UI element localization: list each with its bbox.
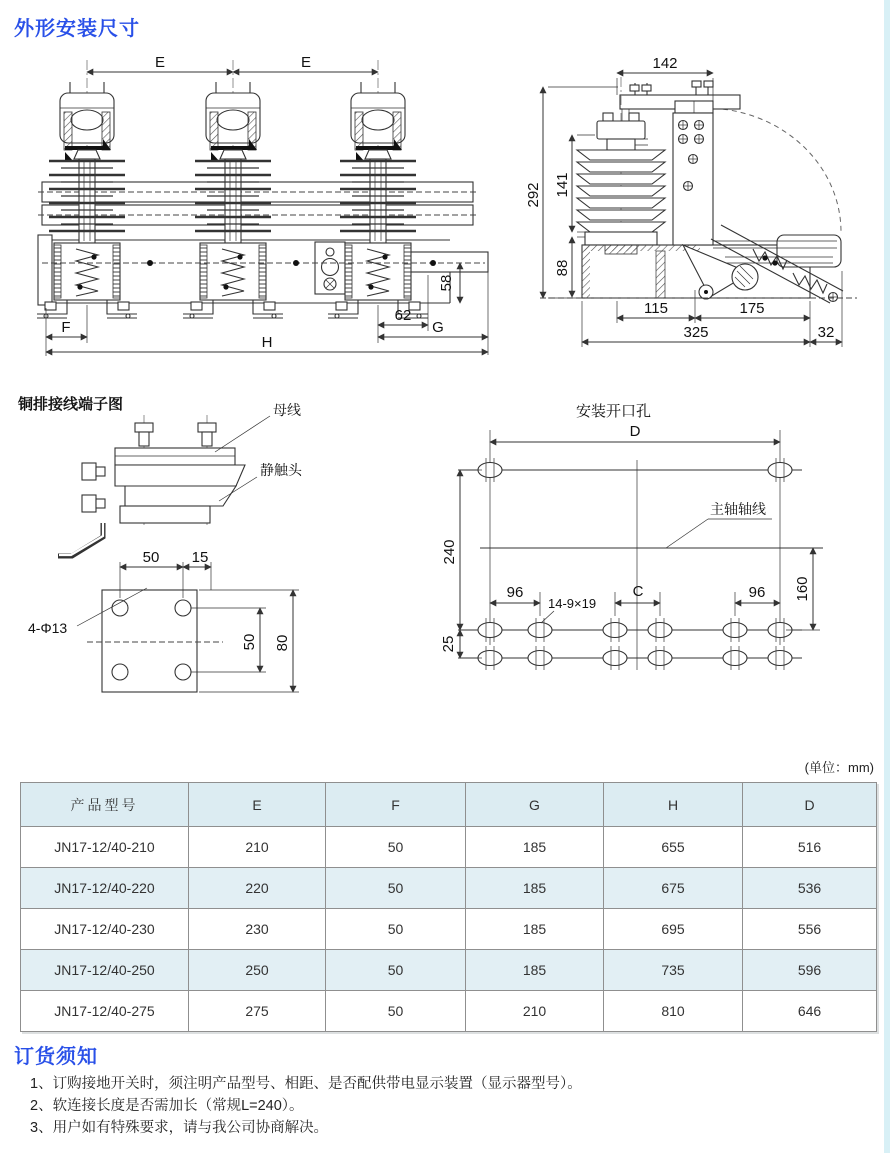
order-note-1: 1、订购接地开关时，须注明产品型号、相距、是否配供带电显示装置（显示器型号）。	[30, 1076, 582, 1092]
value-cell: 220	[189, 868, 326, 909]
dim-115-label: 115	[644, 300, 668, 317]
value-cell: 556	[743, 909, 877, 950]
dim-175-label: 175	[739, 300, 765, 317]
dim-240-label: 240	[441, 539, 458, 565]
value-cell: 695	[604, 909, 743, 950]
dim-g-label: G	[432, 319, 444, 336]
dim-top15-label: 15	[191, 549, 209, 566]
static-contact-label: 静触头	[260, 462, 302, 478]
order-note-2: 2、软连接长度是否需加长（常规L=240）。	[30, 1098, 304, 1114]
table-row	[21, 868, 877, 909]
value-cell: 250	[189, 950, 326, 991]
value-cell: 810	[604, 991, 743, 1032]
value-cell: 210	[189, 827, 326, 868]
model-cell: JN17-12/40-230	[21, 909, 189, 950]
table-row	[21, 991, 877, 1032]
table-header-row	[21, 783, 877, 827]
mounting-holes-diagram	[430, 390, 885, 680]
model-cell: JN17-12/40-210	[21, 827, 189, 868]
value-cell: 655	[604, 827, 743, 868]
value-cell: 185	[466, 909, 604, 950]
value-cell: 50	[326, 909, 466, 950]
unit-note: (单位：mm)	[804, 760, 874, 775]
dim-right50-label: 50	[241, 633, 258, 651]
dim-d-label: D	[629, 423, 641, 440]
value-cell: 50	[326, 868, 466, 909]
column-header-d: D	[743, 783, 877, 827]
dim-160-label: 160	[794, 576, 811, 602]
dim-141-label: 141	[554, 172, 571, 198]
side-view-drawing	[525, 55, 880, 370]
dim-25-label: 25	[440, 635, 457, 653]
value-cell: 185	[466, 868, 604, 909]
order-notes-title: 订货须知	[14, 1046, 98, 1068]
mounting-holes-title: 安装开口孔	[576, 403, 652, 420]
value-cell: 185	[466, 827, 604, 868]
dim-96-right-label: 96	[748, 584, 766, 601]
column-header-model: 产品型号	[21, 783, 189, 827]
value-cell: 516	[743, 827, 877, 868]
order-note-3: 3、用户如有特殊要求，请与我公司协商解决。	[30, 1120, 329, 1136]
value-cell: 185	[466, 950, 604, 991]
terminal-assembly	[58, 415, 245, 556]
pole-2	[183, 60, 283, 318]
value-cell: 735	[604, 950, 743, 991]
column-header-e: E	[189, 783, 326, 827]
dim-325-label: 325	[683, 324, 709, 341]
page-title: 外形安装尺寸	[14, 18, 140, 40]
mounting-grid	[458, 430, 823, 670]
dim-right80-label: 80	[274, 634, 291, 652]
dim-32-label: 32	[817, 324, 835, 341]
main-axis-label: 主轴轴线	[710, 501, 766, 517]
slot-spec-label: 14-9×19	[548, 596, 597, 611]
dim-96-left-label: 96	[506, 584, 524, 601]
dim-88-label: 88	[554, 259, 571, 277]
column-header-h: H	[604, 783, 743, 827]
model-cell: JN17-12/40-250	[21, 950, 189, 991]
side-channel-plate	[673, 113, 713, 245]
table-row	[21, 950, 877, 991]
order-notes	[30, 1073, 582, 1139]
dimension-table	[20, 782, 877, 1032]
value-cell: 50	[326, 991, 466, 1032]
value-cell: 230	[189, 909, 326, 950]
dim-top50-label: 50	[142, 549, 160, 566]
column-header-f: F	[326, 783, 466, 827]
dim-f-label: F	[61, 319, 71, 336]
dim-142-label: 142	[652, 55, 678, 72]
value-cell: 596	[743, 950, 877, 991]
blade-travel-arc	[705, 108, 841, 232]
front-view-drawing	[30, 55, 515, 370]
value-cell: 210	[466, 991, 604, 1032]
value-cell: 50	[326, 827, 466, 868]
value-cell: 646	[743, 991, 877, 1032]
dim-e2-label: E	[300, 54, 312, 71]
mounting-dimensions	[440, 423, 820, 658]
dim-c-label: C	[632, 583, 644, 600]
terminal-diagram-title: 铜排接线端子图	[18, 396, 124, 413]
dim-58-label: 58	[438, 274, 455, 292]
busbar-label: 母线	[273, 402, 301, 418]
dim-e1-label: E	[154, 54, 166, 71]
dim-292-label: 292	[525, 182, 542, 208]
terminal-plate	[28, 588, 223, 692]
value-cell: 275	[189, 991, 326, 1032]
table-row	[21, 827, 877, 868]
column-header-g: G	[466, 783, 604, 827]
table-row	[21, 909, 877, 950]
value-cell: 675	[604, 868, 743, 909]
page-edge-strip	[884, 0, 890, 1153]
holes-spec-label: 4-Φ13	[28, 620, 68, 636]
model-cell: JN17-12/40-275	[21, 991, 189, 1032]
model-cell: JN17-12/40-220	[21, 868, 189, 909]
value-cell: 536	[743, 868, 877, 909]
dim-62-label: 62	[394, 307, 412, 324]
value-cell: 50	[326, 950, 466, 991]
terminal-diagram	[14, 385, 340, 705]
dim-h-label: H	[261, 334, 273, 351]
mounting-slots	[478, 458, 792, 670]
axis-label-group	[666, 501, 772, 548]
